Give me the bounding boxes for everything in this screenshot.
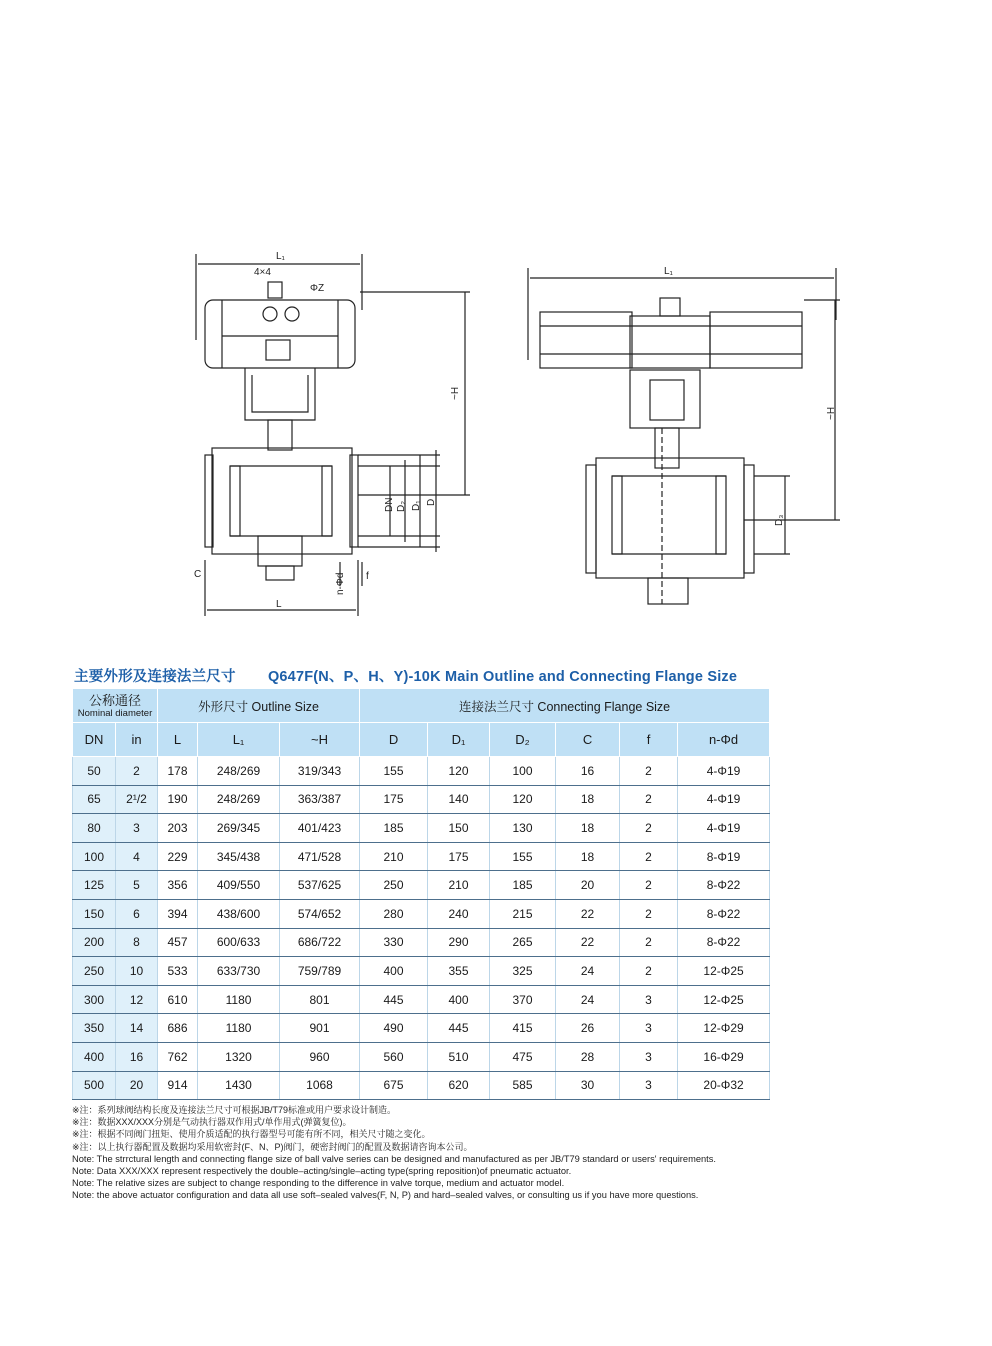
table-cell: 600/633 [198, 928, 280, 957]
table-cell: 1180 [198, 985, 280, 1014]
table-cell: 585 [490, 1071, 556, 1100]
table-row [73, 928, 770, 957]
table-cell: 80 [73, 814, 116, 843]
dimension-table [72, 688, 770, 1100]
table-cell: 22 [556, 899, 620, 928]
header-nominal-cn: 公称通径 [89, 692, 142, 708]
table-cell: 2 [620, 842, 678, 871]
table-cell: 400 [360, 957, 428, 986]
table-row [73, 785, 770, 814]
header-outline: 外形尺寸 Outline Size [158, 689, 360, 723]
table-cell: 415 [490, 1014, 556, 1043]
table-cell: 178 [158, 757, 198, 786]
note-line: ※注：数据XXX/XXX分别是气动执行器双作用式/单作用式(弹簧复位)。 [72, 1117, 352, 1128]
table-cell: 901 [280, 1014, 360, 1043]
note-line: Note: the above actuator configuration and data all use soft–sealed valves(F, N, P) and hard–sealed valves, or consulting us if you have more questions. [72, 1190, 699, 1201]
table-cell: 4 [116, 842, 158, 871]
table-cell: 4-Φ19 [678, 757, 770, 786]
table-cell: 3 [116, 814, 158, 843]
table-cell: 210 [360, 842, 428, 871]
table-cell: 100 [490, 757, 556, 786]
note-line: Note: The relative sizes are subject to change responding to the difference in valve torque, medium and actuator model. [72, 1178, 565, 1189]
label-left-L: L [276, 599, 282, 610]
table-cell: 12 [116, 985, 158, 1014]
table-cell: 3 [620, 1071, 678, 1100]
table-cell: 190 [158, 785, 198, 814]
table-cell: 155 [360, 757, 428, 786]
notes [72, 1104, 832, 1202]
column-header: L [158, 723, 198, 757]
table-cell: 10 [116, 957, 158, 986]
column-header: in [116, 723, 158, 757]
table-cell: 914 [158, 1071, 198, 1100]
table-cell: 150 [73, 899, 116, 928]
table-cell: 12-Φ29 [678, 1014, 770, 1043]
table-cell: 22 [556, 928, 620, 957]
table-cell: 65 [73, 785, 116, 814]
section-title-en: Q647F(N、P、H、Y)-10K Main Outline and Connecting Flange Size [267, 669, 738, 685]
table-cell: 248/269 [198, 757, 280, 786]
table-cell: 1180 [198, 1014, 280, 1043]
table-cell: 633/730 [198, 957, 280, 986]
table-cell: 16 [556, 757, 620, 786]
table-cell: 610 [158, 985, 198, 1014]
table-cell: 8-Φ19 [678, 842, 770, 871]
table-cell: 12-Φ25 [678, 985, 770, 1014]
table-cell: 2¹/2 [116, 785, 158, 814]
table-row [73, 957, 770, 986]
table-cell: 130 [490, 814, 556, 843]
table-cell: 200 [73, 928, 116, 957]
valve-outline-drawing [0, 240, 992, 630]
label-right-L1: L₁ [664, 266, 673, 277]
label-left-nphid: n-Φd [335, 572, 346, 595]
note-line: Note: Data XXX/XXX represent respectively the double–acting/single–acting type(spring reposition)of pneumatic actuator. [72, 1166, 572, 1177]
table-cell: 155 [490, 842, 556, 871]
section-title [74, 665, 834, 689]
table-cell: 3 [620, 1014, 678, 1043]
table-cell: 280 [360, 899, 428, 928]
table-cell: 475 [490, 1042, 556, 1071]
table-cell: 215 [490, 899, 556, 928]
table-cell: 1068 [280, 1071, 360, 1100]
table-cell: 510 [428, 1042, 490, 1071]
column-header: ~H [280, 723, 360, 757]
table-cell: 250 [360, 871, 428, 900]
table-cell: 24 [556, 957, 620, 986]
table-cell: 686/722 [280, 928, 360, 957]
table-column-header [73, 723, 770, 757]
table-cell: 26 [556, 1014, 620, 1043]
table-row [73, 814, 770, 843]
table-row [73, 757, 770, 786]
table-cell: 175 [360, 785, 428, 814]
table-cell: 3 [620, 1042, 678, 1071]
table-cell: 240 [428, 899, 490, 928]
table-cell: 14 [116, 1014, 158, 1043]
table-cell: 18 [556, 842, 620, 871]
table-cell: 400 [428, 985, 490, 1014]
table-cell: 2 [620, 871, 678, 900]
table-cell: 345/438 [198, 842, 280, 871]
header-nominal [73, 689, 158, 723]
table-row [73, 1014, 770, 1043]
table-cell: 4-Φ19 [678, 785, 770, 814]
table-cell: 120 [428, 757, 490, 786]
label-left-C: C [194, 569, 202, 580]
note-line: ※注：以上执行器配置及数据均采用软密封(F、N、P)阀门，硬密封阀门的配置及数据请咨询本公司。 [72, 1141, 473, 1152]
table-cell: 140 [428, 785, 490, 814]
table-cell: 150 [428, 814, 490, 843]
column-header: DN [73, 723, 116, 757]
table-cell: 394 [158, 899, 198, 928]
note-line: ※注：根据不同阀门扭矩、使用介质适配的执行器型号可能有所不同，相关尺寸随之变化。 [72, 1129, 431, 1140]
table-cell: 620 [428, 1071, 490, 1100]
table-group-header [73, 689, 770, 723]
label-left-phiZ: ΦZ [310, 283, 325, 294]
table-cell: 1320 [198, 1042, 280, 1071]
table-cell: 185 [360, 814, 428, 843]
table-cell: 438/600 [198, 899, 280, 928]
label-left-L1: L₁ [276, 251, 285, 262]
table-cell: 2 [620, 957, 678, 986]
table-cell: 229 [158, 842, 198, 871]
table-cell: 269/345 [198, 814, 280, 843]
table-cell: 401/423 [280, 814, 360, 843]
table-cell: 960 [280, 1042, 360, 1071]
table-cell: 8-Φ22 [678, 928, 770, 957]
table-cell: 12-Φ25 [678, 957, 770, 986]
table-row [73, 871, 770, 900]
column-header: C [556, 723, 620, 757]
column-header: D [360, 723, 428, 757]
table-cell: 1430 [198, 1071, 280, 1100]
table-cell: 370 [490, 985, 556, 1014]
label-left-D1: D₁ [411, 500, 422, 511]
column-header: f [620, 723, 678, 757]
table-cell: 210 [428, 871, 490, 900]
table-cell: 185 [490, 871, 556, 900]
table-cell: 8-Φ22 [678, 899, 770, 928]
table-cell: 16 [116, 1042, 158, 1071]
table-cell: 300 [73, 985, 116, 1014]
table-cell: 686 [158, 1014, 198, 1043]
table-row [73, 1042, 770, 1071]
table-cell: 2 [620, 814, 678, 843]
table-row [73, 899, 770, 928]
table-cell: 5 [116, 871, 158, 900]
table-cell: 319/343 [280, 757, 360, 786]
table-cell: 120 [490, 785, 556, 814]
column-header: D₁ [428, 723, 490, 757]
table-cell: 2 [116, 757, 158, 786]
table-cell: 4-Φ19 [678, 814, 770, 843]
table-cell: 2 [620, 757, 678, 786]
table-cell: 490 [360, 1014, 428, 1043]
table-cell: 356 [158, 871, 198, 900]
column-header: n-Φd [678, 723, 770, 757]
table-cell: 248/269 [198, 785, 280, 814]
table-cell: 445 [360, 985, 428, 1014]
table-row [73, 1071, 770, 1100]
label-left-f: f [366, 571, 369, 582]
table-cell: 759/789 [280, 957, 360, 986]
table-cell: 574/652 [280, 899, 360, 928]
table-cell: 8 [116, 928, 158, 957]
table-cell: 355 [428, 957, 490, 986]
table-cell: 20 [116, 1071, 158, 1100]
label-right-H: ~H [826, 406, 837, 420]
note-line: Note: The strrctural length and connecting flange size of ball valve series can be designed and manufactured as per JB/T79 standard or users' requirements. [72, 1153, 716, 1164]
table-cell: 290 [428, 928, 490, 957]
table-cell: 445 [428, 1014, 490, 1043]
table-cell: 500 [73, 1071, 116, 1100]
table-cell: 409/550 [198, 871, 280, 900]
label-left-DN: DN [384, 497, 395, 512]
header-nominal-en: Nominal diameter [77, 707, 153, 719]
table-cell: 30 [556, 1071, 620, 1100]
column-header: D₂ [490, 723, 556, 757]
table-cell: 675 [360, 1071, 428, 1100]
table-row [73, 842, 770, 871]
table-cell: 2 [620, 899, 678, 928]
table-cell: 325 [490, 957, 556, 986]
table-cell: 533 [158, 957, 198, 986]
page-bottom [0, 1336, 992, 1337]
table-cell: 20 [556, 871, 620, 900]
label-left-square: 4×4 [254, 267, 271, 278]
table-cell: 762 [158, 1042, 198, 1071]
section-title-cn: 主要外形及连接法兰尺寸 [74, 669, 236, 685]
label-left-H: ~H [450, 386, 461, 400]
label-left-D2: D₂ [396, 500, 407, 512]
table-row [73, 985, 770, 1014]
header-flange: 连接法兰尺寸 Connecting Flange Size [360, 689, 770, 723]
table-cell: 28 [556, 1042, 620, 1071]
table-cell: 8-Φ22 [678, 871, 770, 900]
page-top [0, 0, 992, 14]
table-cell: 537/625 [280, 871, 360, 900]
table-cell: 330 [360, 928, 428, 957]
table-cell: 175 [428, 842, 490, 871]
table-cell: 560 [360, 1042, 428, 1071]
table-cell: 457 [158, 928, 198, 957]
table-cell: 50 [73, 757, 116, 786]
table-cell: 18 [556, 785, 620, 814]
table-cell: 265 [490, 928, 556, 957]
table-cell: 203 [158, 814, 198, 843]
table-cell: 350 [73, 1014, 116, 1043]
table-cell: 363/387 [280, 785, 360, 814]
table-cell: 2 [620, 928, 678, 957]
note-line: ※注：系列球阀结构长度及连接法兰尺寸可根据JB/T79标准或用户要求设计制造。 [72, 1105, 397, 1115]
column-header: L₁ [198, 723, 280, 757]
label-left-D: D [426, 498, 437, 506]
table-body [73, 757, 770, 1100]
table-cell: 400 [73, 1042, 116, 1071]
table-cell: 250 [73, 957, 116, 986]
table-cell: 20-Φ32 [678, 1071, 770, 1100]
table-cell: 801 [280, 985, 360, 1014]
table-cell: 100 [73, 842, 116, 871]
table-cell: 24 [556, 985, 620, 1014]
table-cell: 471/528 [280, 842, 360, 871]
label-right-D3: D₃ [774, 514, 785, 526]
table-cell: 18 [556, 814, 620, 843]
table-cell: 16-Φ29 [678, 1042, 770, 1071]
table-cell: 125 [73, 871, 116, 900]
table-cell: 3 [620, 985, 678, 1014]
table-cell: 2 [620, 785, 678, 814]
table-cell: 6 [116, 899, 158, 928]
